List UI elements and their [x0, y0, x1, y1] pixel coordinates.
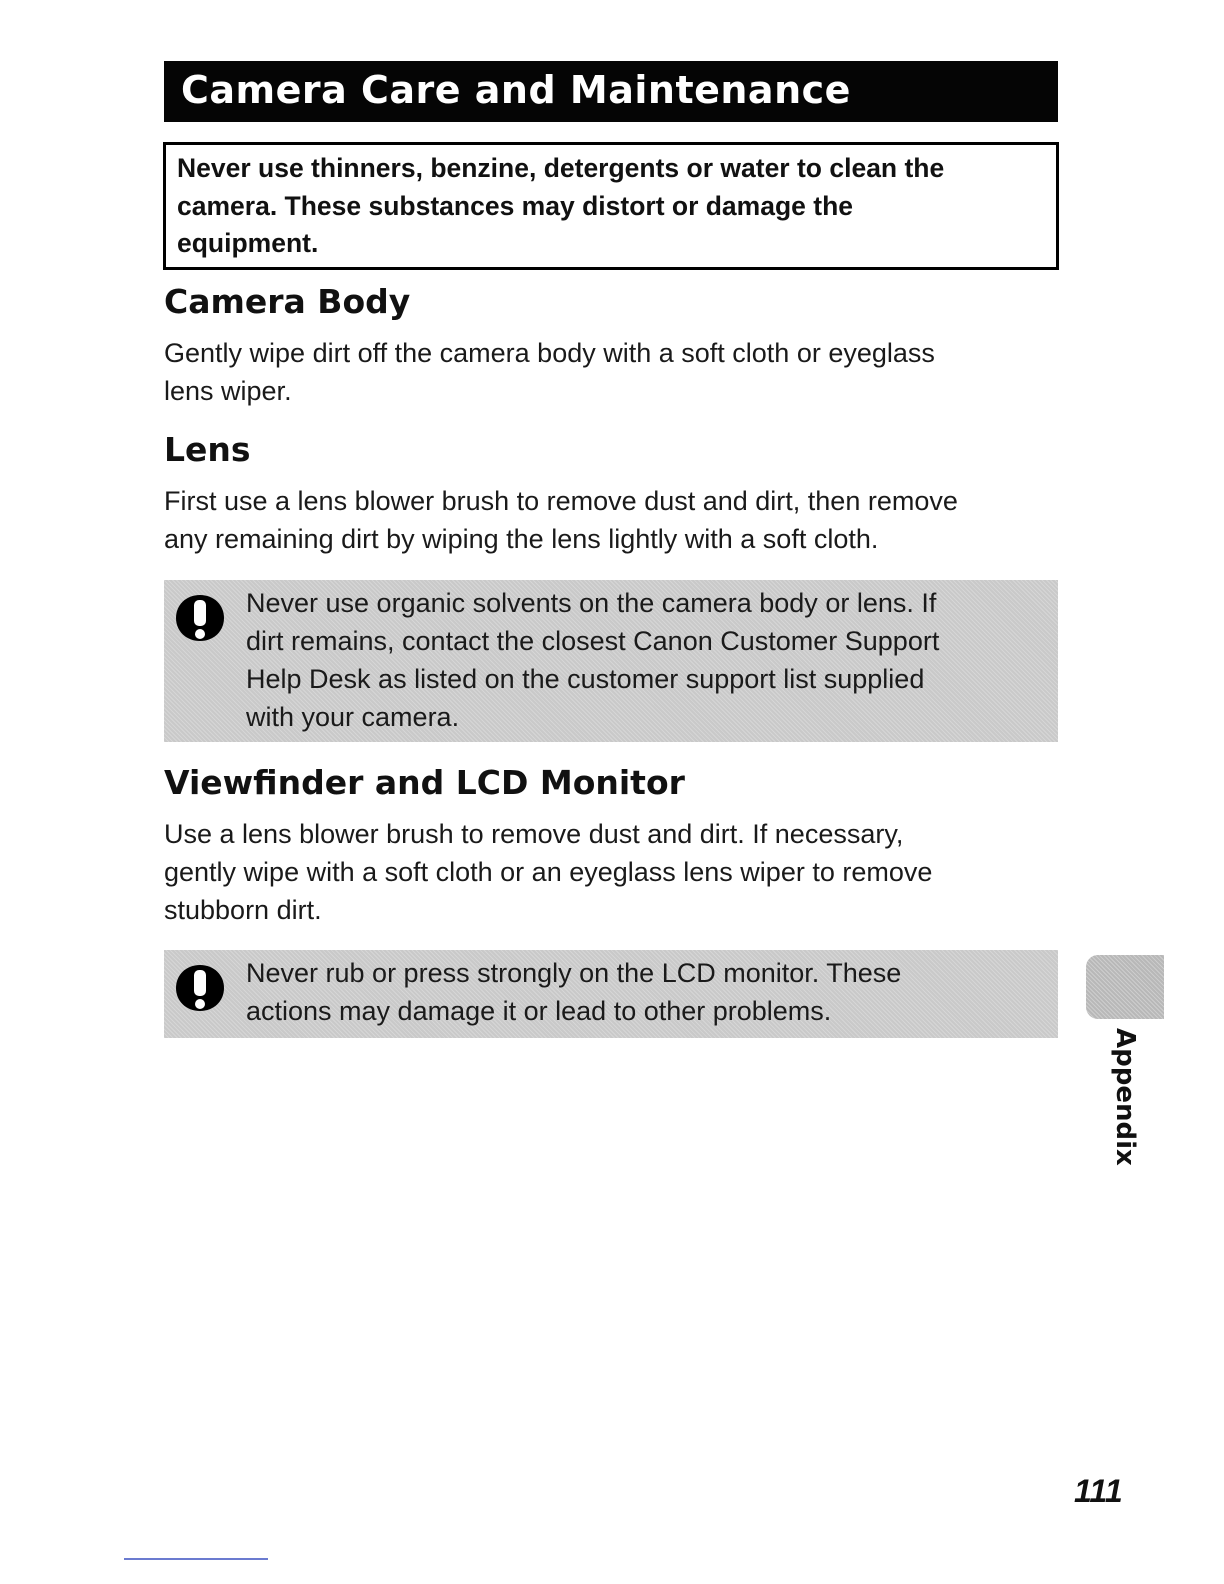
- heading-viewfinder: Viewfinder and LCD Monitor: [164, 763, 685, 802]
- appendix-tab-label: [1110, 1028, 1140, 1168]
- text-line: any remaining dirt by wiping the lens lightly with a soft cloth.: [164, 524, 879, 554]
- viewfinder-text: [164, 815, 1064, 929]
- text-line: stubborn dirt.: [164, 895, 322, 925]
- caution-line: Help Desk as listed on the customer support list supplied: [246, 664, 925, 694]
- warning-box: [163, 142, 1059, 270]
- side-tab-text: Appendix: [1110, 1028, 1140, 1166]
- text-line: First use a lens blower brush to remove dust and dirt, then remove: [164, 486, 958, 516]
- lens-text: [164, 482, 1064, 558]
- page-number: 111: [1074, 1473, 1123, 1509]
- footer-rule: [124, 1558, 268, 1560]
- warning-line: camera. These substances may distort or damage the: [177, 190, 854, 221]
- caution-icon: [174, 962, 226, 1014]
- camera-body-text: [164, 334, 1064, 410]
- text-line: gently wipe with a soft cloth or an eyeglass lens wiper to remove: [164, 857, 933, 887]
- appendix-tab-marker: [1086, 955, 1164, 1019]
- caution-text: [246, 954, 1046, 1030]
- text-line: Gently wipe dirt off the camera body with a soft cloth or eyeglass: [164, 338, 935, 368]
- caution-line: Never use organic solvents on the camera body or lens. If: [246, 588, 937, 618]
- caution-line: with your camera.: [246, 702, 460, 732]
- page-title: Camera Care and Maintenance: [181, 68, 851, 112]
- section-title-bar: [164, 61, 1058, 122]
- heading-camera-body: Camera Body: [164, 282, 411, 321]
- caution-text: [246, 584, 1046, 736]
- warning-line: equipment.: [177, 228, 319, 258]
- caution-line: Never rub or press strongly on the LCD monitor. These: [246, 958, 902, 988]
- caution-line: dirt remains, contact the closest Canon Customer Support: [246, 626, 940, 656]
- caution-icon: [174, 592, 226, 644]
- text-line: lens wiper.: [164, 376, 292, 406]
- warning-line: Never use thinners, benzine, detergents or water to clean the: [177, 153, 945, 183]
- caution-box-lens: [164, 580, 1058, 742]
- heading-lens: Lens: [164, 430, 251, 469]
- caution-line: actions may damage it or lead to other problems.: [246, 996, 832, 1026]
- caution-box-lcd: [164, 950, 1058, 1038]
- text-line: Use a lens blower brush to remove dust and dirt. If necessary,: [164, 819, 904, 849]
